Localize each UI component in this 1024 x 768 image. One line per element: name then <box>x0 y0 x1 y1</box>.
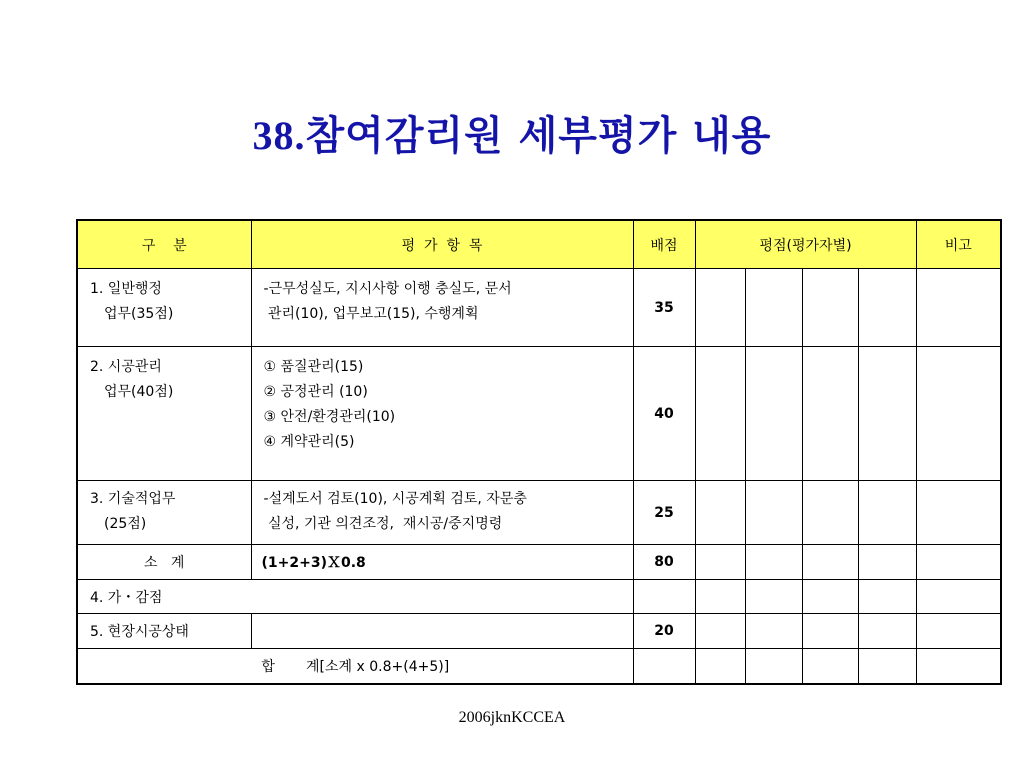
total-label: 합 계[소계 x 0.8+(4+5)] <box>77 649 633 684</box>
subtotal-label: 소 계 <box>77 545 251 580</box>
title-number: 38. <box>252 113 306 158</box>
row1-item: -근무성실도, 지시사항 이행 충실도, 문서 관리(10), 업무보고(15), 수행계획 <box>251 269 633 347</box>
table-row <box>77 481 1001 545</box>
score-cell <box>745 481 802 545</box>
remark-cell <box>916 269 1001 347</box>
subtotal-row <box>77 545 1001 580</box>
score-cell <box>858 481 916 545</box>
site-item <box>251 614 633 649</box>
remark-cell <box>916 347 1001 481</box>
score-cell <box>858 269 916 347</box>
row2-category: 2. 시공관리 업무(40점) <box>77 347 251 481</box>
score-cell <box>695 269 745 347</box>
header-row <box>77 220 1001 269</box>
row3-points: 25 <box>633 481 695 545</box>
site-row <box>77 614 1001 649</box>
total-row <box>77 649 1001 684</box>
site-label: 5. 현장시공상태 <box>77 614 251 649</box>
score-cell <box>745 347 802 481</box>
remark-cell <box>916 580 1001 614</box>
score-cell <box>858 545 916 580</box>
header-points: 배점 <box>633 220 695 269</box>
row2-item: ① 품질관리(15) ② 공정관리 (10) ③ 안전/환경관리(10) ④ 계약관리(5) <box>251 347 633 481</box>
page-title <box>0 104 1024 161</box>
header-category: 구 분 <box>77 220 251 269</box>
site-points: 20 <box>633 614 695 649</box>
addition-label: 4. 가・감점 <box>77 580 633 614</box>
score-cell <box>745 614 802 649</box>
score-cell <box>858 347 916 481</box>
score-cell <box>745 269 802 347</box>
score-cell <box>802 614 858 649</box>
score-cell <box>802 545 858 580</box>
score-cell <box>745 580 802 614</box>
title-text: 참여감리원 세부평가 내용 <box>305 113 772 159</box>
header-remark: 비고 <box>916 220 1001 269</box>
score-cell <box>858 614 916 649</box>
score-cell <box>858 649 916 684</box>
score-cell <box>745 649 802 684</box>
score-cell <box>802 649 858 684</box>
score-cell <box>695 545 745 580</box>
header-score: 평점(평가자별) <box>695 220 916 269</box>
row1-category: 1. 일반행정 업무(35점) <box>77 269 251 347</box>
header-item: 평 가 항 목 <box>251 220 633 269</box>
score-cell <box>745 545 802 580</box>
table-row <box>77 347 1001 481</box>
score-cell <box>695 614 745 649</box>
total-points <box>633 649 695 684</box>
row3-item: -설계도서 검토(10), 시공계획 검토, 자문충 실성, 기관 의견조정, 재시공/중지명령 <box>251 481 633 545</box>
row1-points: 35 <box>633 269 695 347</box>
score-cell <box>802 347 858 481</box>
row3-category: 3. 기술적업무 (25점) <box>77 481 251 545</box>
remark-cell <box>916 614 1001 649</box>
score-cell <box>858 580 916 614</box>
score-cell <box>695 347 745 481</box>
subtotal-formula: (1+2+3)Ｘ0.8 <box>251 545 633 580</box>
remark-cell <box>916 481 1001 545</box>
score-cell <box>802 481 858 545</box>
score-cell <box>802 580 858 614</box>
evaluation-table <box>76 219 1002 685</box>
subtotal-points: 80 <box>633 545 695 580</box>
score-cell <box>695 649 745 684</box>
addition-row <box>77 580 1001 614</box>
addition-points <box>633 580 695 614</box>
remark-cell <box>916 649 1001 684</box>
score-cell <box>695 481 745 545</box>
score-cell <box>695 580 745 614</box>
table-row <box>77 269 1001 347</box>
row2-points: 40 <box>633 347 695 481</box>
footer-text: 2006jknKCCEA <box>458 709 566 726</box>
remark-cell <box>916 545 1001 580</box>
score-cell <box>802 269 858 347</box>
